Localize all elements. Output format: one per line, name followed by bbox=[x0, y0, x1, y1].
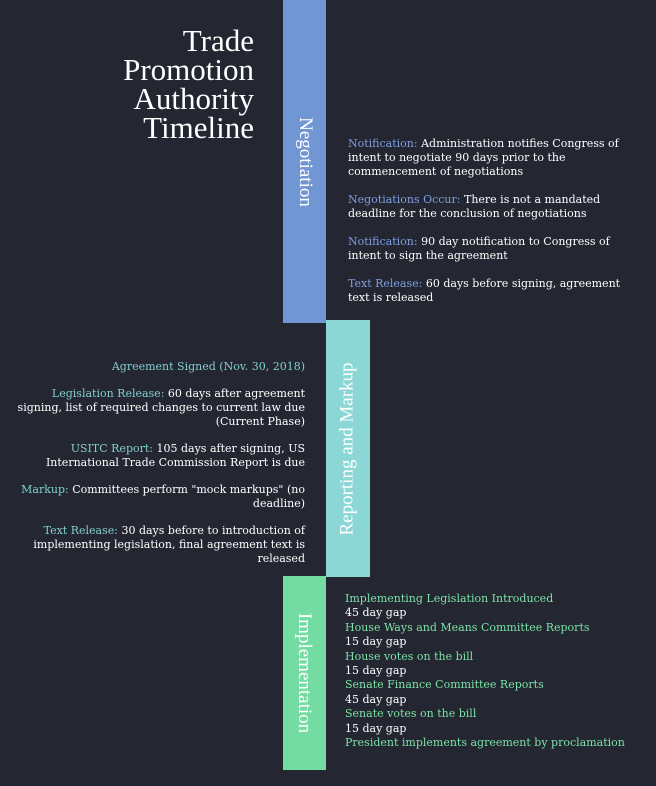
event-text: 60 days after agreement signing, list of required changes to current law due (Current Phase) bbox=[17, 387, 305, 428]
reporting-phase-label: Reporting and Markup bbox=[337, 361, 359, 536]
timeline-event bbox=[348, 235, 640, 263]
title-line: Timeline bbox=[143, 110, 254, 145]
negotiation-phase-label: Negotiation bbox=[294, 116, 316, 207]
event-key: USITC Report: bbox=[70, 442, 153, 455]
event-text: Administration notifies Congress of intent to negotiate 90 days prior to the commencement of negotiations bbox=[348, 137, 619, 178]
implementation-event: House votes on the bill bbox=[345, 649, 474, 663]
reporting-phase-bar bbox=[326, 320, 370, 577]
timeline-event bbox=[10, 442, 305, 470]
event-text: 90 day notification to Congress of intent to sign the agreement bbox=[348, 235, 610, 262]
implementation-steps bbox=[345, 592, 635, 750]
implementation-phase-label: Implementation bbox=[294, 612, 316, 734]
timeline-event bbox=[10, 483, 305, 511]
implementation-event: Senate Finance Committee Reports bbox=[345, 678, 544, 692]
event-key: Legislation Release: bbox=[51, 387, 165, 400]
event-key: Negotiations Occur: bbox=[348, 193, 461, 206]
event-text: There is not a mandated deadline for the conclusion of negotiations bbox=[348, 193, 601, 220]
implementation-event: President implements agreement by proclamation bbox=[345, 736, 625, 750]
event-key: Notification: bbox=[348, 137, 418, 150]
implementation-gap: 45 day gap bbox=[345, 692, 407, 706]
implementation-event: Senate votes on the bill bbox=[345, 707, 477, 721]
timeline-event bbox=[348, 193, 640, 221]
title-line: Promotion bbox=[123, 52, 254, 87]
timeline-event bbox=[348, 277, 640, 305]
implementation-gap: 15 day gap bbox=[345, 721, 407, 735]
event-text: 60 days before signing, agreement text is released bbox=[348, 277, 621, 304]
event-key: Text Release: bbox=[348, 277, 423, 290]
event-key: Markup: bbox=[21, 483, 69, 496]
reporting-events bbox=[10, 360, 305, 579]
implementation-event: Implementing Legislation Introduced bbox=[345, 592, 554, 605]
event-key: Notification: bbox=[348, 235, 418, 248]
implementation-phase-bar bbox=[283, 576, 326, 770]
event-text: 30 days before to introduction of implementing legislation, final agreement text is released bbox=[33, 524, 305, 565]
title-line: Trade bbox=[182, 23, 254, 58]
timeline-event bbox=[348, 137, 640, 179]
title-line: Authority bbox=[133, 81, 254, 116]
timeline-event bbox=[10, 387, 305, 429]
implementation-event: House Ways and Means Committee Reports bbox=[345, 620, 590, 634]
negotiation-events bbox=[348, 137, 640, 319]
event-text: Committees perform "mock markups" (no deadline) bbox=[72, 483, 305, 510]
agreement-signed-heading: Agreement Signed (Nov. 30, 2018) bbox=[111, 360, 305, 373]
timeline-event bbox=[10, 524, 305, 566]
event-key: Text Release: bbox=[43, 524, 118, 537]
page-title bbox=[123, 23, 254, 145]
implementation-gap: 15 day gap bbox=[345, 635, 407, 649]
implementation-gap: 15 day gap bbox=[345, 664, 407, 678]
negotiation-phase-bar bbox=[283, 0, 326, 323]
event-text: 105 days after signing, US International Trade Commission Report is due bbox=[45, 442, 305, 469]
implementation-gap: 45 day gap bbox=[345, 606, 407, 620]
